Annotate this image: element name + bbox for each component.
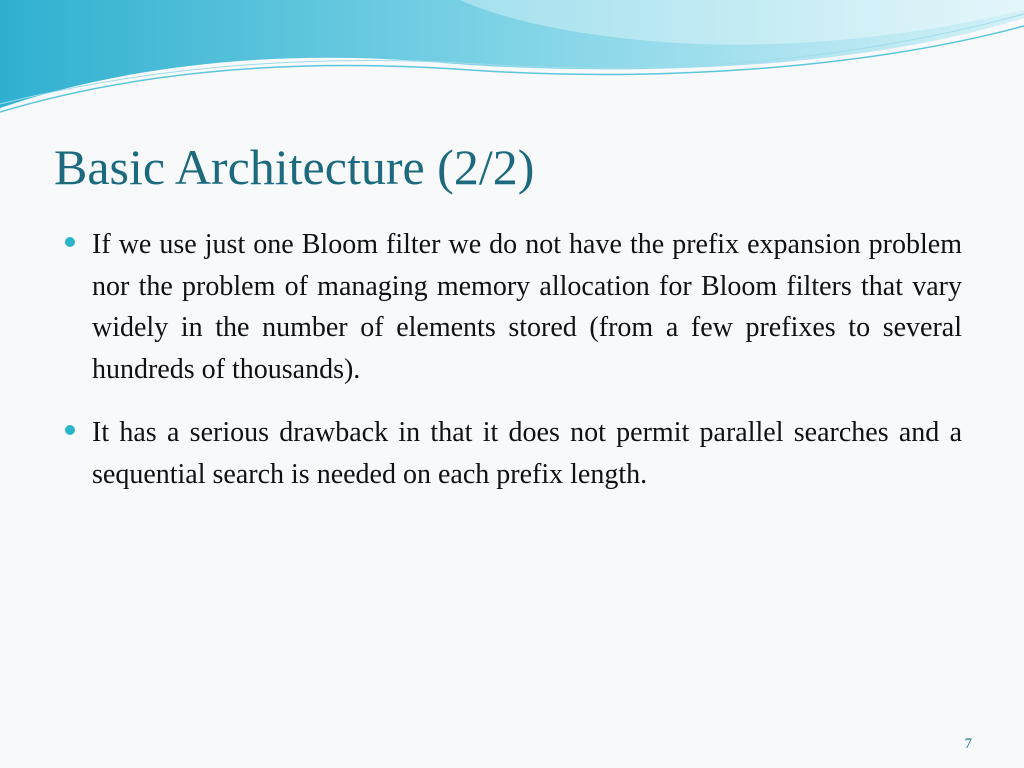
header-wave-decoration [0, 0, 1024, 120]
page-number: 7 [964, 736, 972, 752]
bullet-item [62, 412, 962, 495]
bullet-dot-icon [65, 237, 75, 247]
bullet-text: It has a serious drawback in that it does not permit parallel searches and a sequential search is needed on each prefix length. [92, 417, 962, 490]
bullet-item [62, 224, 962, 390]
bullet-text: If we use just one Bloom filter we do not have the prefix expansion problem nor the problem of managing memory allocation for Bloom filters that vary widely in the number of elements stored (from a few prefixes to several hundreds of thousands). [92, 229, 962, 385]
slide-title: Basic Architecture (2/2) [54, 139, 535, 195]
bullet-dot-icon [65, 425, 75, 435]
bullet-list [62, 224, 962, 517]
